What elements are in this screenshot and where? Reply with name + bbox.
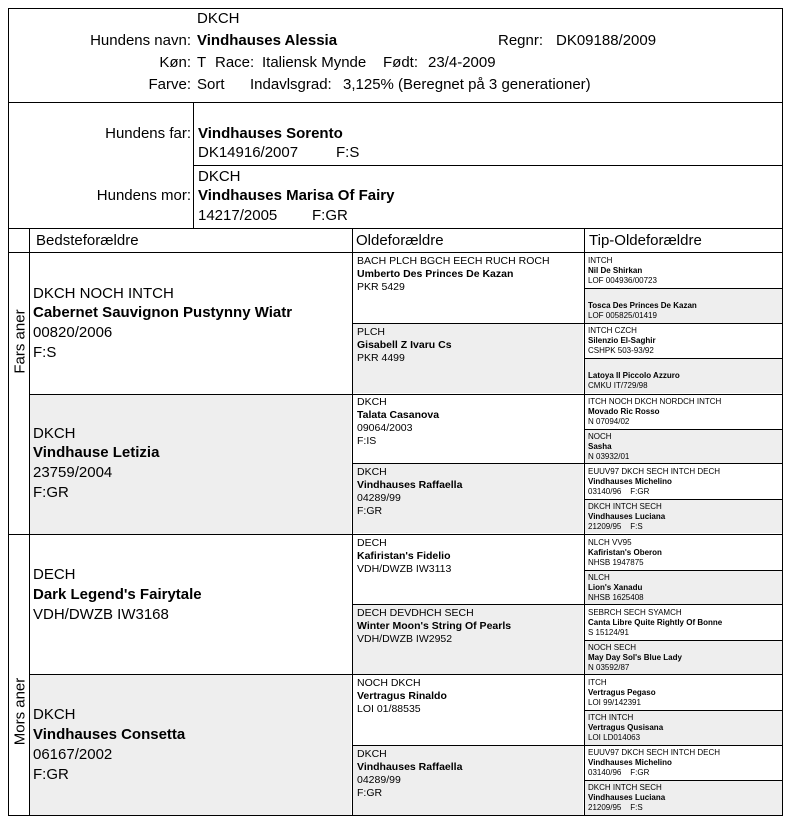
- ggp-name: Vertragus Rinaldo: [357, 690, 447, 702]
- inbreeding-value: 3,125% (Beregnet på 3 generationer): [343, 76, 591, 93]
- gggp-name: Canta Libre Quite Rightly Of Bonne: [588, 618, 723, 627]
- ggp-title: DKCH: [357, 748, 387, 760]
- gggp-title: NOCH: [588, 432, 612, 441]
- gggp-title: NLCH VV95: [588, 538, 632, 547]
- gggp-name: Vertragus Pegaso: [588, 688, 656, 697]
- born-label: Født:: [383, 54, 419, 71]
- regnr-value: DK09188/2009: [556, 32, 657, 49]
- ggp-reg: PKR 5429: [357, 281, 405, 293]
- gggp-name: Lion's Xanadu: [588, 583, 643, 592]
- grandparent-color: F:S: [33, 344, 57, 361]
- ggp-reg: VDH/DWZB IW3113: [357, 563, 452, 575]
- gggp-reg: N 03932/01: [588, 452, 630, 461]
- gggp-reg: S 15124/91: [588, 628, 629, 637]
- color-value: Sort: [197, 76, 225, 93]
- gggp-title: INTCH CZCH: [588, 326, 637, 335]
- grandparent-title: DECH: [33, 566, 76, 583]
- gggp-name: Movado Ric Rosso: [588, 407, 660, 416]
- gggp-title: ITCH: [588, 678, 607, 687]
- ggp-name: Vindhauses Raffaella: [357, 761, 463, 773]
- grandparent-name: Vindhauses Consetta: [33, 726, 186, 743]
- gggp-title: ITCH NOCH DKCH NORDCH INTCH: [588, 397, 722, 406]
- dog-name: Vindhauses Alessia: [197, 32, 338, 49]
- sex-label: Køn:: [159, 54, 191, 71]
- gggp-title: EUUV97 DKCH SECH INTCH DECH: [588, 467, 721, 476]
- gggp-name: Vindhauses Michelino: [588, 758, 672, 767]
- ggp-title: BACH PLCH BGCH EECH RUCH ROCH: [357, 255, 550, 267]
- grandparent-reg: VDH/DWZB IW3168: [33, 606, 169, 623]
- gggp-title: EUUV97 DKCH SECH INTCH DECH: [588, 748, 721, 757]
- ggp-color: F:IS: [357, 435, 377, 447]
- ggp-name: Umberto Des Princes De Kazan: [357, 268, 514, 280]
- inbreeding-label: Indavlsgrad:: [250, 76, 332, 93]
- race-label: Race:: [215, 54, 255, 71]
- ggp-name: Talata Casanova: [357, 409, 440, 421]
- gggp-title: NOCH SECH: [588, 643, 637, 652]
- gggp-title: SEBRCH SECH SYAMCH: [588, 608, 682, 617]
- ggp-color: F:GR: [357, 787, 383, 799]
- gggp-name: Sasha: [588, 442, 612, 451]
- gggp-name: Latoya Il Piccolo Azzuro: [588, 371, 680, 380]
- gggp-title: DKCH INTCH SECH: [588, 502, 662, 511]
- gggp-name: Tosca Des Princes De Kazan: [588, 301, 697, 310]
- gggp-reg: LOF 005825/01419: [588, 311, 657, 320]
- regnr-label: Regnr:: [498, 32, 544, 49]
- col-header-great-grandparents: Oldeforældre: [356, 232, 444, 249]
- dog-title: DKCH: [197, 10, 240, 27]
- ggp-title: DECH: [357, 537, 387, 549]
- ggp-reg: 04289/99: [357, 774, 401, 786]
- sire-label: Hundens far:: [105, 125, 191, 142]
- ggp-title: NOCH DKCH: [357, 677, 421, 689]
- ggp-title: PLCH: [357, 326, 386, 338]
- ggp-name: Winter Moon's String Of Pearls: [357, 620, 512, 632]
- gggp-reg: LOI 99/142391: [588, 698, 641, 707]
- gggp-reg: N 07094/02: [588, 417, 630, 426]
- ggp-name: Gisabell Z Ivaru Cs: [357, 339, 452, 351]
- ggp-name: Kafiristan's Fidelio: [357, 550, 451, 562]
- gggp-title: DKCH INTCH SECH: [588, 783, 662, 792]
- gggp-reg: CMKU IT/729/98: [588, 381, 648, 390]
- ggp-name: Vindhauses Raffaella: [357, 479, 463, 491]
- gggp-reg: 03140/96 F:GR: [588, 487, 650, 496]
- gggp-name: Vertragus Qusisana: [588, 723, 664, 732]
- gggp-name: Vindhauses Michelino: [588, 477, 672, 486]
- grandparent-name: Cabernet Sauvignon Pustynny Wiatr: [33, 304, 293, 321]
- dam-reg: 14217/2005: [198, 207, 278, 224]
- gggp-reg: 03140/96 F:GR: [588, 768, 650, 777]
- grandparent-reg: 00820/2006: [33, 324, 113, 341]
- ggp-title: DKCH: [357, 396, 387, 408]
- grandparent-name: Vindhause Letizia: [33, 444, 160, 461]
- ggp-color: F:GR: [357, 505, 383, 517]
- race-value: Italiensk Mynde: [262, 54, 367, 71]
- dam-name: Vindhauses Marisa Of Fairy: [198, 187, 395, 204]
- gggp-name: Silenzio El-Saghir: [588, 336, 656, 345]
- gggp-reg: N 03592/87: [588, 663, 630, 672]
- gggp-reg: NHSB 1625408: [588, 593, 644, 602]
- ggp-title: DECH DEVDHCH SECH: [357, 607, 474, 619]
- grandparent-reg: 06167/2002: [33, 746, 113, 763]
- gggp-name: May Day Sol's Blue Lady: [588, 653, 682, 662]
- gggp-reg: LOI LD014063: [588, 733, 641, 742]
- ggp-reg: VDH/DWZB IW2952: [357, 633, 453, 645]
- gggp-title: INTCH: [588, 256, 613, 265]
- gggp-title: NLCH: [588, 573, 610, 582]
- gggp-name: Vindhauses Luciana: [588, 793, 666, 802]
- grandparent-name: Dark Legend's Fairytale: [33, 586, 202, 603]
- gggp-reg: 21209/95 F:S: [588, 803, 643, 812]
- gggp-name: Vindhauses Luciana: [588, 512, 666, 521]
- sex-value: T: [197, 54, 207, 71]
- grandparent-title: DKCH: [33, 425, 76, 442]
- born-value: 23/4-2009: [428, 54, 496, 71]
- ggp-reg: 04289/99: [357, 492, 401, 504]
- dam-title: DKCH: [198, 168, 241, 185]
- dog-name-label: Hundens navn:: [90, 32, 191, 49]
- grandparent-color: F:GR: [33, 484, 69, 501]
- sire-name: Vindhauses Sorento: [198, 125, 343, 142]
- grandparent-color: F:GR: [33, 766, 69, 783]
- ggp-reg: LOI 01/88535: [357, 703, 421, 715]
- ggp-reg: 09064/2003: [357, 422, 413, 434]
- grandparent-reg: 23759/2004: [33, 464, 113, 481]
- gggp-name: Kafiristan's Oberon: [588, 548, 662, 557]
- ggp-title: DKCH: [357, 466, 387, 478]
- gggp-reg: 21209/95 F:S: [588, 522, 643, 531]
- col-header-grandparents: Bedsteforældre: [36, 232, 139, 249]
- side-label-sire: Fars aner: [11, 309, 29, 374]
- sire-reg: DK14916/2007: [198, 144, 299, 161]
- gggp-reg: CSHPK 503-93/92: [588, 346, 654, 355]
- dam-label: Hundens mor:: [96, 187, 191, 204]
- sire-color: F:S: [336, 144, 360, 161]
- gggp-name: Nil De Shirkan: [588, 266, 643, 275]
- grandparent-title: DKCH: [33, 706, 76, 723]
- gggp-reg: NHSB 1947875: [588, 558, 644, 567]
- grandparent-title: DKCH NOCH INTCH: [33, 285, 174, 302]
- side-label-dam: Mors aner: [11, 677, 29, 746]
- gggp-reg: LOF 004936/00723: [588, 276, 657, 285]
- col-header-great-great-grandparents: Tip-Oldeforældre: [589, 232, 702, 249]
- dam-color: F:GR: [312, 207, 348, 224]
- color-label: Farve:: [148, 76, 191, 93]
- ggp-reg: PKR 4499: [357, 352, 405, 364]
- gggp-title: ITCH INTCH: [588, 713, 634, 722]
